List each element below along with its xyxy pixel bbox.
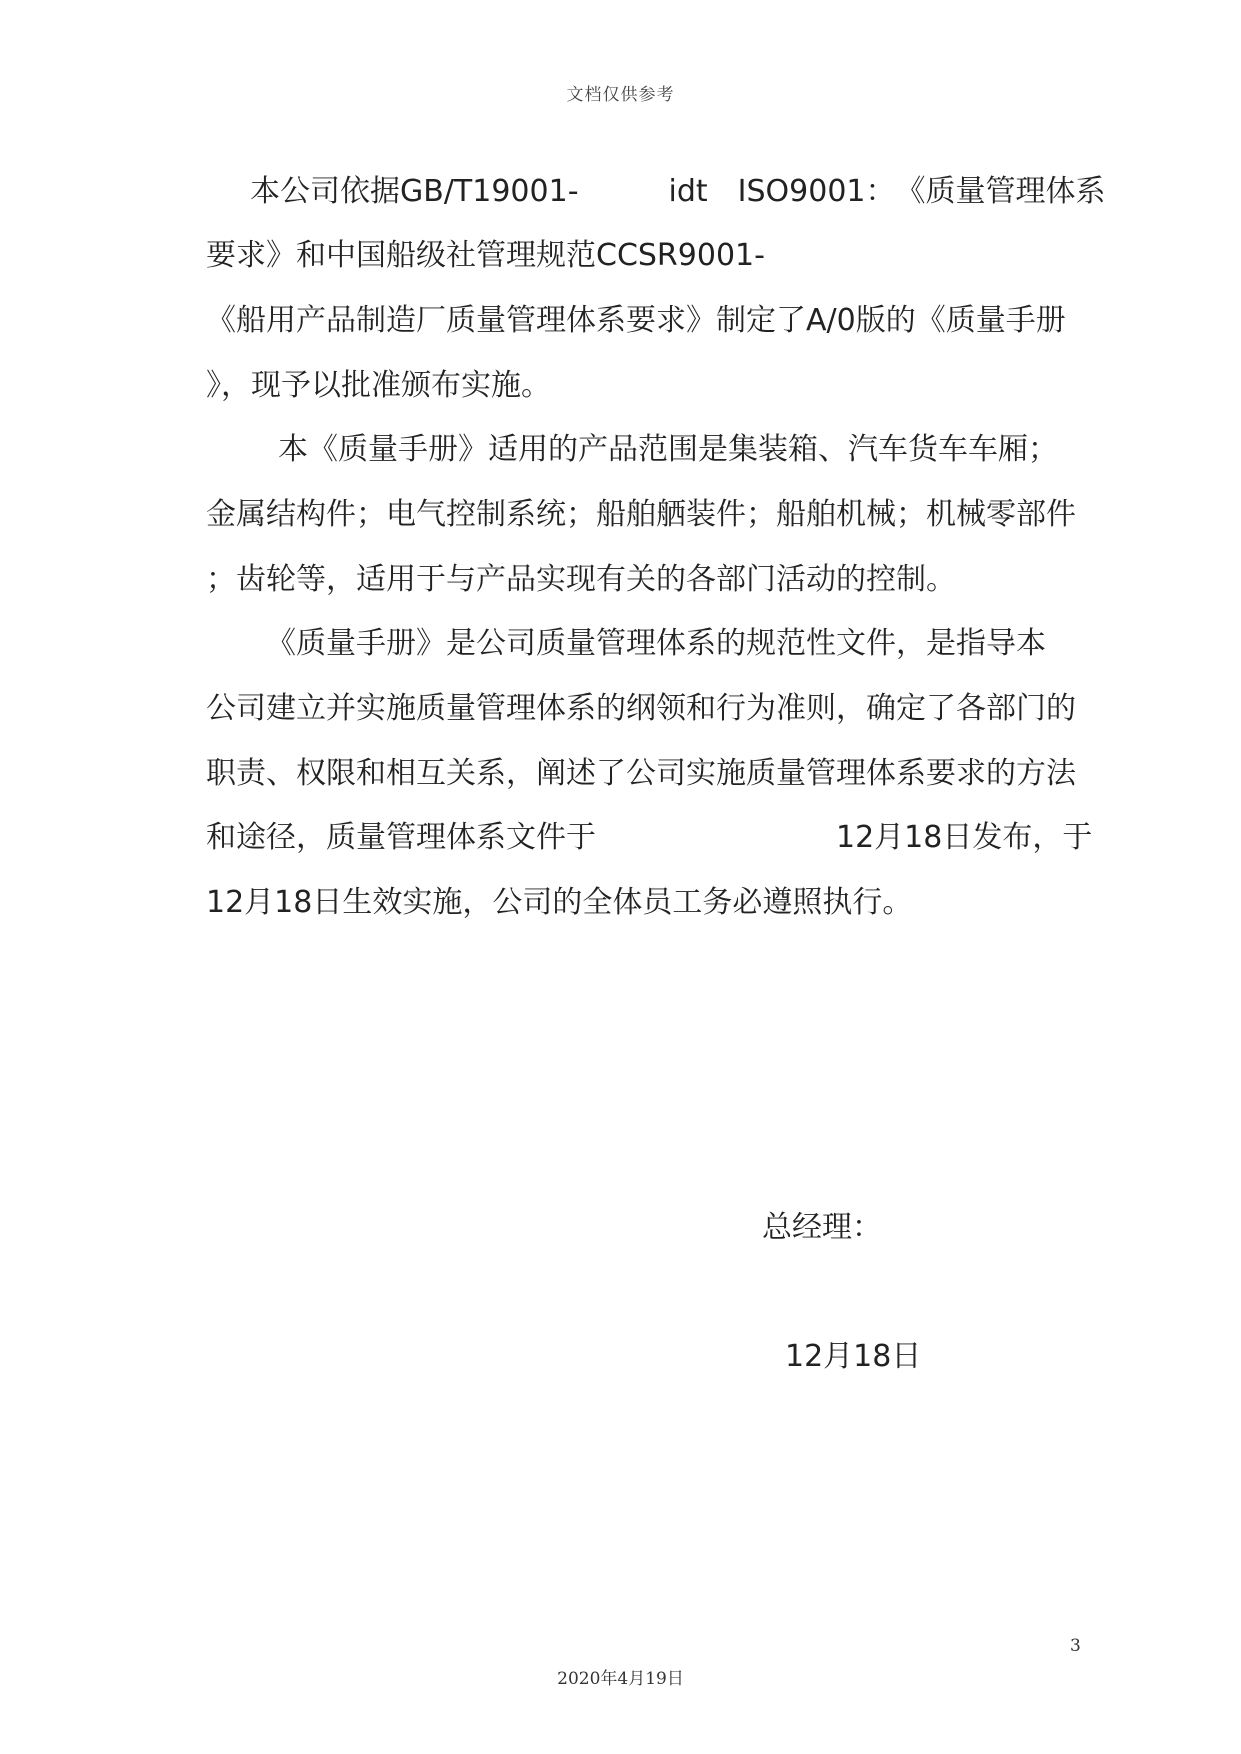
signature-title: 总经理：	[762, 1210, 882, 1245]
body-line: ；齿轮等，适用于与产品实现有关的各部门活动的控制。	[206, 562, 956, 597]
body-line: 本《质量手册》适用的产品范围是集装箱、汽车货车车厢；	[278, 432, 1058, 467]
body-line: 要求》和中国船级社管理规范CCSR9001-	[206, 238, 765, 273]
body-line: 》，现予以批准颁布实施。	[206, 368, 551, 403]
page-header: 文档仅供参考	[566, 85, 675, 105]
body-line: 公司建立并实施质量管理体系的纲领和行为准则，确定了各部门的	[206, 691, 1076, 726]
body-line: 12月18日生效实施，公司的全体员工务必遵照执行。	[206, 885, 913, 920]
footer-date: 2020年4月19日	[557, 1669, 684, 1689]
page-number: 3	[1070, 1636, 1081, 1656]
body-line: 职责、权限和相互关系，阐述了公司实施质量管理体系要求的方法	[206, 756, 1076, 791]
signature-date: 12月18日	[785, 1339, 922, 1374]
body-line: 金属结构件；电气控制系统；船舶舾装件；船舶机械；机械零部件	[206, 497, 1076, 532]
body-line: 和途径，质量管理体系文件于 12月18日发布，于	[206, 820, 1093, 855]
body-line: 《质量手册》是公司质量管理体系的规范性文件，是指导本	[266, 626, 1046, 661]
body-line: 《船用产品制造厂质量管理体系要求》制定了A/0版的《质量手册	[206, 303, 1066, 338]
body-line: 本公司依据GB/T19001- idt ISO9001： 《质量管理体系	[250, 174, 1106, 209]
